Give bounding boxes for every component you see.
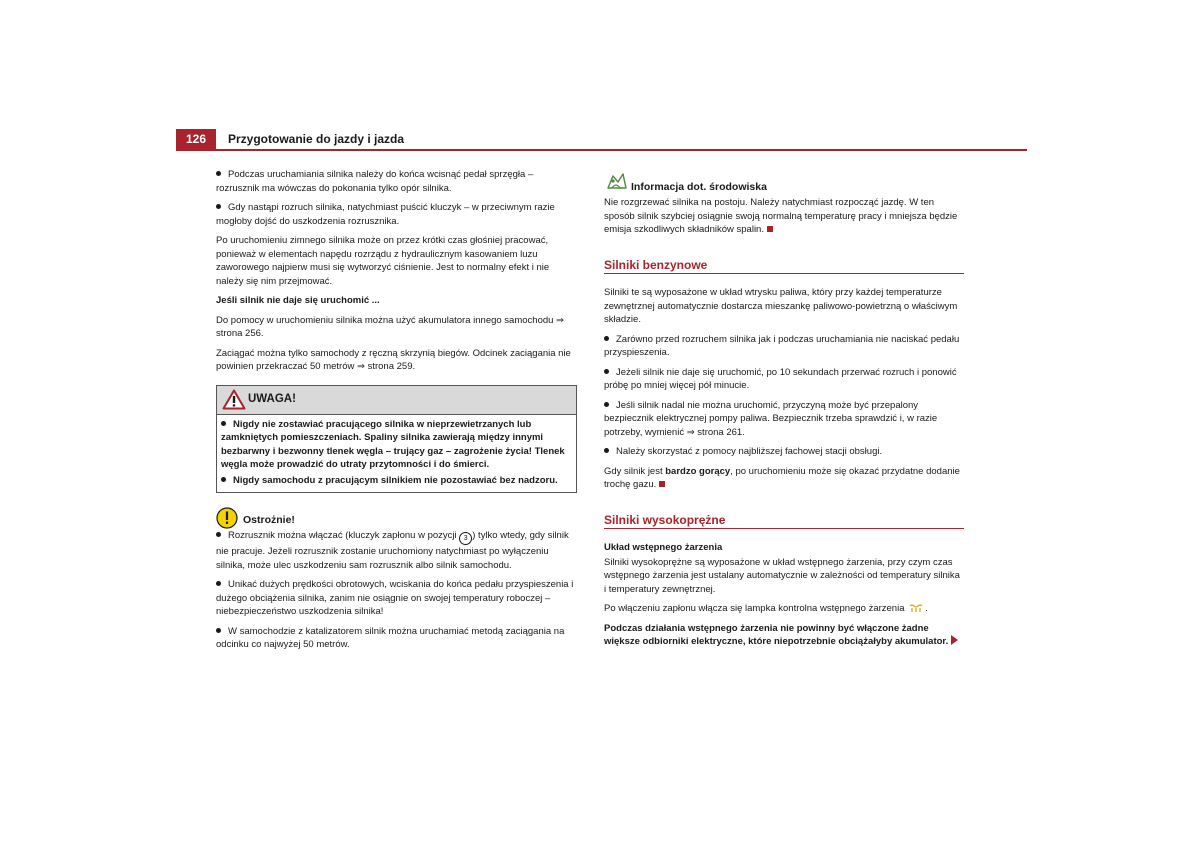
list-item: Zarówno przed rozruchem silnika jak i podczas uruchamiania nie naciskać pedału przyspieszenia. [604, 333, 960, 358]
subheading: Układ wstępnego żarzenia [604, 542, 723, 553]
section-end-icon [767, 226, 773, 232]
bullet-icon [216, 204, 221, 209]
bullet-icon [216, 532, 221, 537]
section-title-diesel: Silniki wysokoprężne [604, 514, 964, 530]
paragraph: Silniki wysokoprężne są wyposażone w układ wstępnego żarzenia, przy czym czas wstępnego żarzenia jest ustalany automatycznie w zależności od temperatury silnika i temperatury zewnętrznej. [604, 556, 960, 595]
warning-title: UWAGA! [248, 392, 296, 405]
paragraph: Po włączeniu zapłonu włącza się lampka kontrolna wstępnego żarzenia . [604, 603, 928, 614]
paragraph: Do pomocy w uruchomieniu silnika można użyć akumulatora innego samochodu ⇒ strona 256. [216, 314, 565, 339]
paragraph: Podczas działania wstępnego żarzenia nie powinny być włączone żadne większe odbiorniki elektryczne, które niepotrzebnie obciążałyby akumulator. [604, 622, 964, 649]
subheading: Jeśli silnik nie daje się uruchomić ... [216, 295, 380, 306]
paragraph: Gdy silnik jest bardzo gorący, po uruchomieniu może się okazać przydatne dodanie trochę gazu. [604, 465, 960, 490]
list-item: Gdy nastąpi rozruch silnika, natychmiast puścić kluczyk – w przeciwnym razie mogłoby dojść do uszkodzenia rozrusznika. [216, 202, 555, 227]
bullet-icon [221, 477, 226, 482]
list-item: W samochodzie z katalizatorem silnik można uruchamiać metodą zaciągania na odcinku co najwyżej 50 metrów. [216, 625, 565, 650]
glow-plug-lamp-icon [909, 603, 923, 613]
bullet-icon [221, 421, 226, 426]
chapter-title: Przygotowanie do jazdy i jazda [228, 132, 405, 146]
caution-header [216, 507, 577, 529]
environment-icon [604, 172, 628, 192]
list-item: Nigdy nie zostawiać pracującego silnika w nieprzewietrzanych lub zamkniętych pomieszczeniach. Spaliny silnika zawierają między innymi bezbarwny i bezwonny tlenek węgla – trujący gaz – zagrożenie życia! Tlenek węgla może prowadzić do utraty przytomności i do śmierci. [221, 418, 565, 470]
page-number: 126 [176, 129, 216, 149]
bullet-icon [216, 171, 221, 176]
bullet-icon [604, 336, 609, 341]
warning-triangle-icon [222, 389, 246, 410]
warning-box [216, 385, 577, 494]
list-item: Nigdy samochodu z pracującym silnikiem nie pozostawiać bez nadzoru. [221, 474, 572, 488]
paragraph: Silniki te są wyposażone w układ wtrysku paliwa, który przy każdej temperaturze zewnętrznej automatycznie dostarcza mieszankę paliwowo-powietrzną o właściwym składzie. [604, 287, 958, 325]
section-end-icon [659, 481, 665, 487]
bullet-icon [604, 402, 609, 407]
environment-header [604, 176, 964, 196]
warning-header [217, 386, 576, 415]
list-item: Rozrusznik można włączać (kluczyk zapłonu w pozycji 3 ) tylko wtedy, gdy silnik nie pracuje. Jeżeli rozrusznik zostanie uruchomiony natychmiast po wyłączeniu silnika, może ulec uszkodzeniu sam rozrusznik albo silnik samochodu. [216, 530, 569, 571]
section-title-petrol: Silniki benzynowe [604, 259, 964, 275]
list-item: Jeżeli silnik nie daje się uruchomić, po 10 sekundach przerwać rozruch i ponowić próbę po mniej więcej pół minucie. [604, 366, 957, 391]
bullet-icon [604, 369, 609, 374]
warning-body [217, 415, 576, 493]
list-item: Unikać dużych prędkości obrotowych, wciskania do końca pedału przyspieszenia i dużego obciążenia silnika, zanim nie osiągnie on swojej temperatury roboczej – niebezpieczeństwo uszkodzenia silnika! [216, 579, 574, 617]
paragraph: Nie rozgrzewać silnika na postoju. Należy natychmiast rozpocząć jazdę. W ten sposób silnik szybciej osiągnie swoją normalną temperaturę pracy i mniejsza będzie emisja szkodliwych składników spalin. [604, 197, 958, 235]
continue-arrow-icon [951, 635, 958, 645]
page-header [176, 129, 1027, 151]
list-item: Jeśli silnik nadal nie można uruchomić, przyczyną może być przepalony bezpiecznik elektrycznej pompy paliwa. Bezpiecznik trzeba sprawdzić i, w razie potrzeby, wymienić ⇒ strona 261. [604, 399, 938, 438]
list-item: Podczas uruchamiania silnika należy do końca wcisnąć pedał sprzęgła – rozrusznik ma wówczas do pokonania tylko opór silnika. [216, 169, 534, 194]
bullet-icon [216, 581, 221, 586]
caution-icon [216, 507, 238, 529]
bullet-icon [604, 448, 609, 453]
caution-title: Ostrożnie! [243, 514, 295, 526]
right-column [604, 176, 964, 655]
paragraph: Po uruchomieniu zimnego silnika może on przez krótki czas głośniej pracować, ponieważ w elementach napędu rozrządu z hydraulicznym kasowaniem luzu zaworowego najpierw musi się wytworzyć ciśnienie. Jest to normalny efekt i nie należy się nim przejmować. [216, 235, 550, 287]
bullet-icon [216, 628, 221, 633]
paragraph: Zaciągać można tylko samochody z ręczną skrzynią biegów. Odcinek zaciągania nie powinien przekraczać 50 metrów ⇒ strona 259. [216, 347, 571, 372]
key-position-icon: 3 [459, 532, 472, 545]
environment-title: Informacja dot. środowiska [631, 181, 767, 193]
left-column [216, 168, 577, 658]
list-item: Należy skorzystać z pomocy najbliższej fachowej stacji obsługi. [604, 445, 964, 459]
